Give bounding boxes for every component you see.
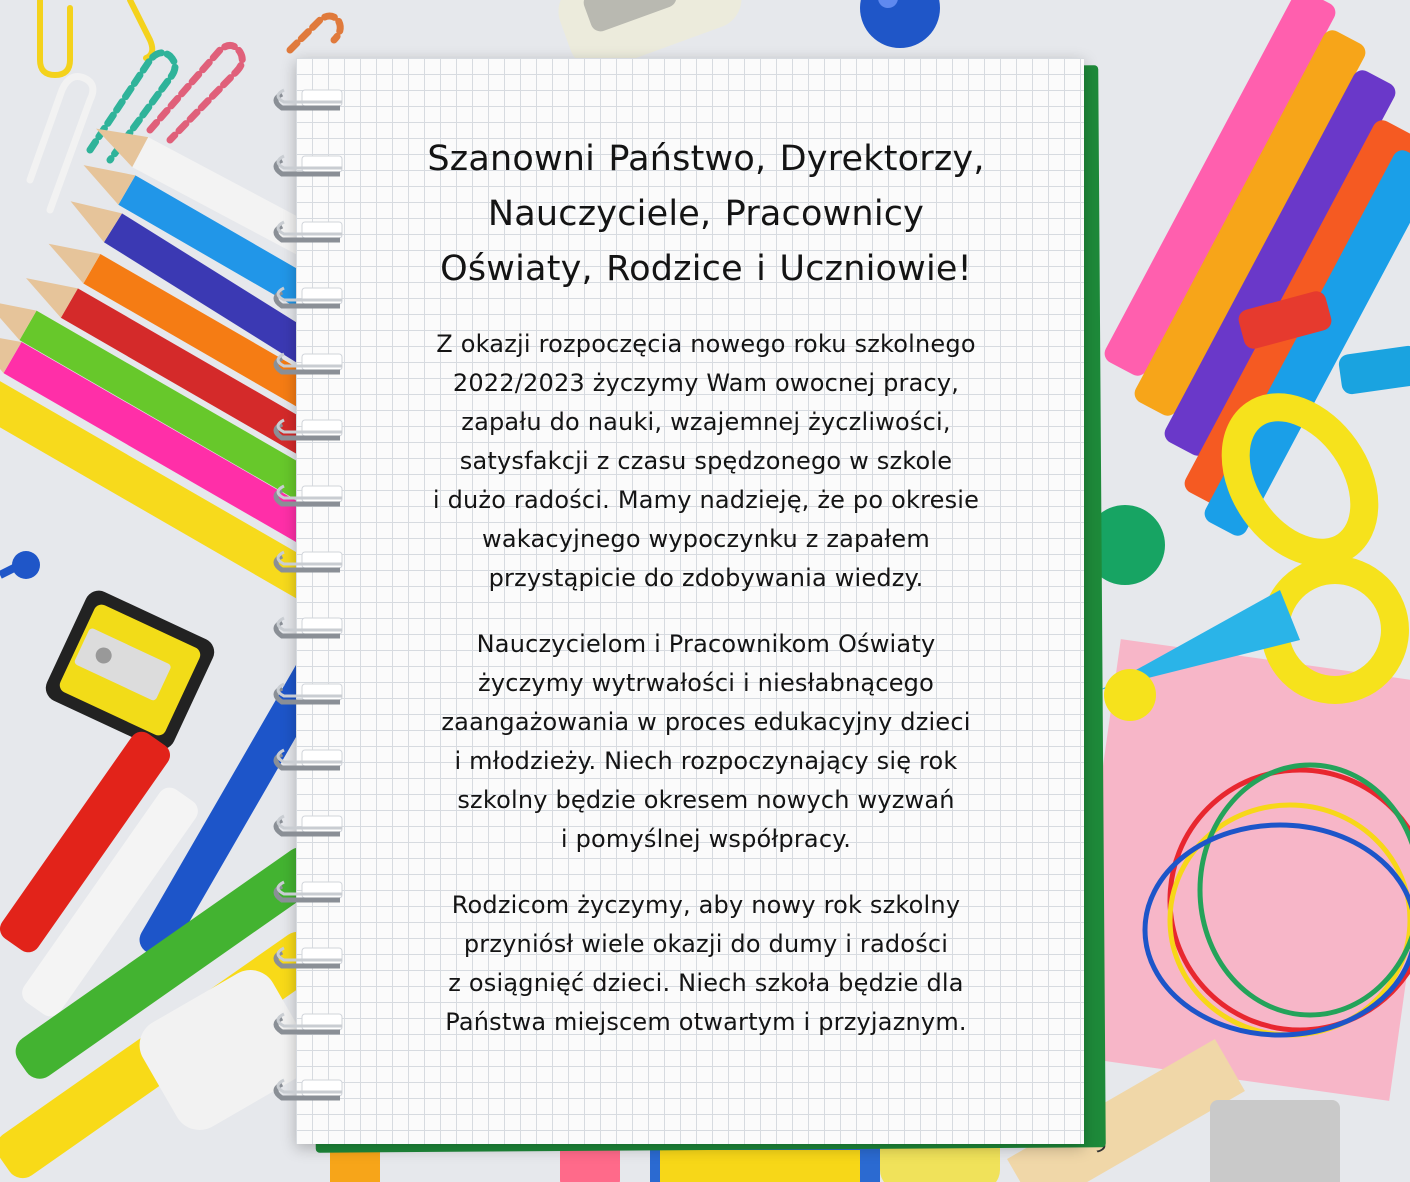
greeting-heading: Szanowni Państwo, Dyrektorzy, Nauczyciele, Pracownicy Oświaty, Rodzice i Uczniowie! <box>427 139 985 289</box>
blue-eraser <box>1338 345 1410 396</box>
greeting-paragraph-3: Rodzicom życzymy, aby nowy rok szkolny przyniósł wiele okazji do dumy i radości z osiągnięć dzieci. Niech szkoła będzie dla Państwa miejscem otwartym i przyjaznym. <box>445 891 967 1036</box>
metal-sharpener <box>1210 1100 1340 1182</box>
greeting-paragraph-2: Nauczycielom i Pracownikom Oświaty życzymy wytrwałości i niesłabnącego zaangażowania w proces edukacyjny dzieci i młodzieży. Niech rozpoczynający się rok szkolny będzie okresem nowych wyzwań i pomyślnej współpracy. <box>441 630 971 853</box>
greeting-paragraph-1: Z okazji rozpoczęcia nowego roku szkolnego 2022/2023 życzymy Wam owocnej pracy, zapału do nauki, wzajemnej życzliwości, satysfakcji z czasu spędzonego w szkole i dużo radości. Mamy nadzieję, że po okresie wakacyjnego wypoczynku z zapałem przystąpicie do zdobywania wiedzy. <box>432 330 980 592</box>
pencil-sharpener <box>41 586 219 754</box>
push-pin <box>0 551 40 579</box>
blue-push-pin <box>860 0 940 48</box>
spiral-binding <box>262 80 362 1140</box>
greeting-text <box>356 132 1056 1069</box>
